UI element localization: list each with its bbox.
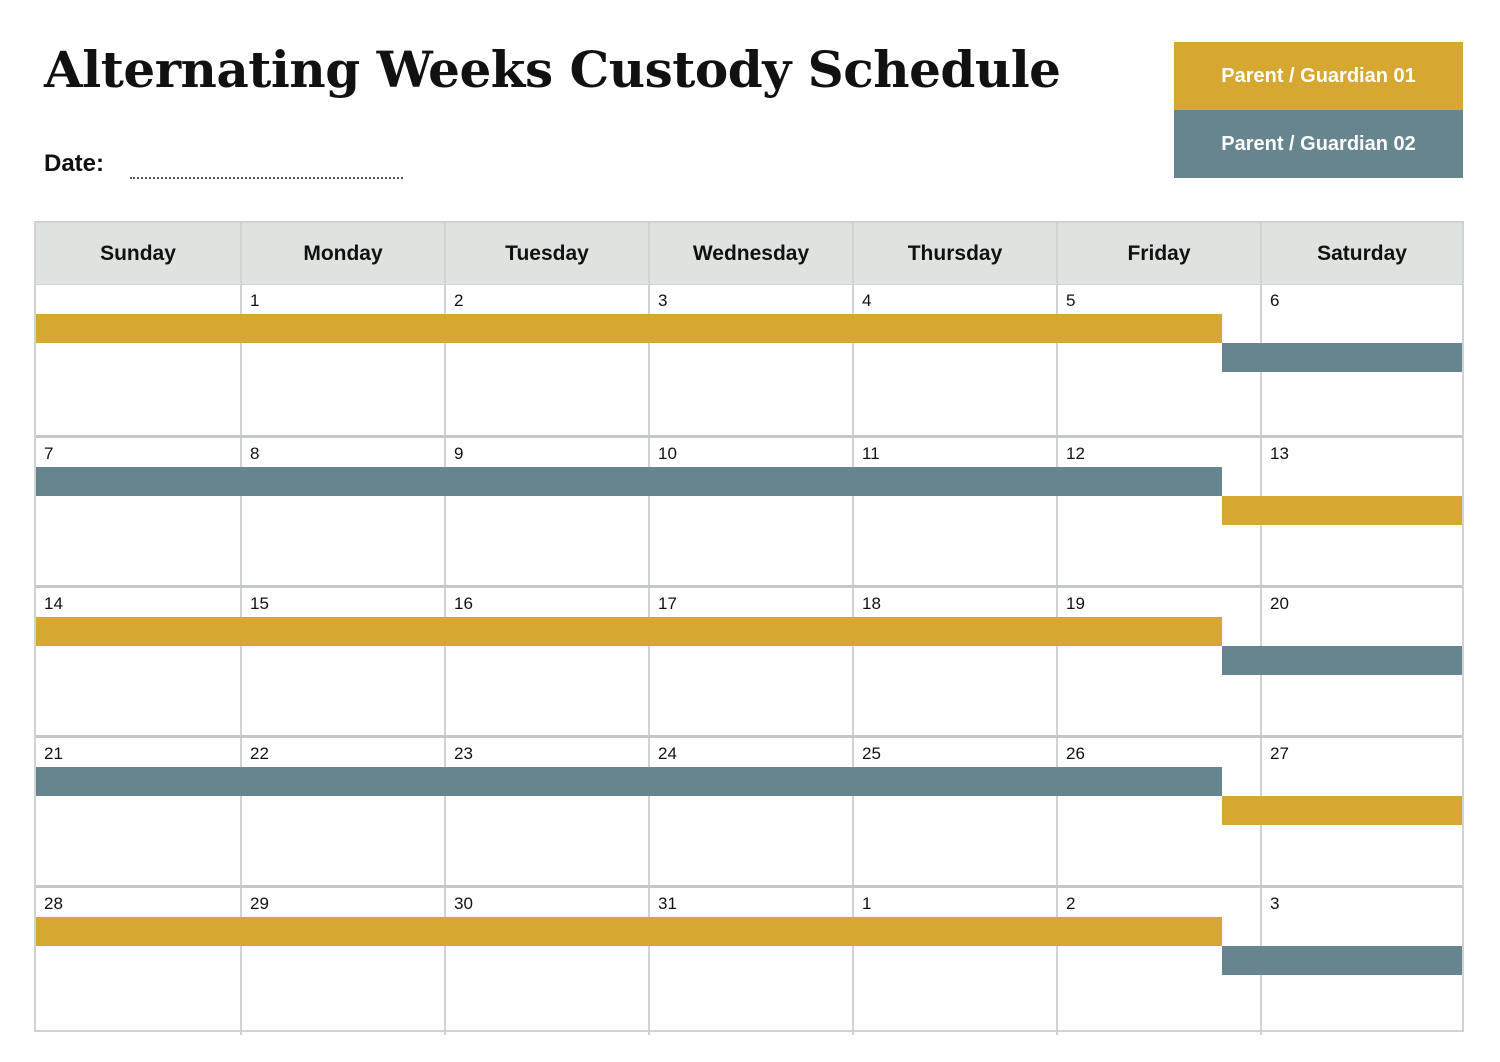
day-cell[interactable]	[444, 888, 648, 1035]
day-cell[interactable]	[444, 588, 648, 735]
day-number: 8	[250, 444, 260, 463]
weekday-header-tuesday: Tuesday	[444, 223, 648, 285]
day-number: 28	[44, 894, 63, 913]
legend	[1174, 42, 1463, 178]
day-number: 30	[454, 894, 473, 913]
day-number: 23	[454, 744, 473, 763]
day-cell[interactable]	[648, 588, 852, 735]
day-number: 22	[250, 744, 269, 763]
day-number: 24	[658, 744, 677, 763]
custody-bar-guardian-01	[36, 917, 1222, 946]
day-number: 1	[250, 291, 260, 310]
day-number: 2	[1066, 894, 1076, 913]
day-cell[interactable]	[240, 888, 444, 1035]
day-cell[interactable]	[648, 438, 852, 585]
day-number: 27	[1270, 744, 1289, 763]
day-cell[interactable]	[852, 438, 1056, 585]
legend-item-guardian-01: Parent / Guardian 01	[1174, 42, 1463, 110]
custody-bar-guardian-01	[1222, 496, 1462, 525]
day-number: 4	[862, 291, 872, 310]
weekday-header-saturday: Saturday	[1260, 223, 1462, 285]
day-number: 19	[1066, 594, 1085, 613]
custody-bar-guardian-01	[36, 314, 1222, 343]
day-cell[interactable]	[36, 888, 240, 1035]
day-number: 1	[862, 894, 872, 913]
day-cell[interactable]	[36, 285, 240, 435]
weekday-header-monday: Monday	[240, 223, 444, 285]
custody-bar-guardian-02	[1222, 646, 1462, 675]
day-number: 18	[862, 594, 881, 613]
day-cell[interactable]	[240, 738, 444, 885]
day-number: 20	[1270, 594, 1289, 613]
legend-item-guardian-02: Parent / Guardian 02	[1174, 110, 1463, 178]
day-cell[interactable]	[36, 438, 240, 585]
day-cell[interactable]	[648, 285, 852, 435]
weekday-header-sunday: Sunday	[100, 242, 176, 265]
date-label: Date:	[44, 150, 105, 177]
day-number: 2	[454, 291, 464, 310]
day-number: 16	[454, 594, 473, 613]
page-title: Alternating Weeks Custody Schedule	[44, 40, 1061, 99]
day-cell[interactable]	[444, 438, 648, 585]
day-number: 12	[1066, 444, 1085, 463]
day-cell[interactable]	[240, 285, 444, 435]
day-number: 5	[1066, 291, 1076, 310]
day-cell[interactable]	[852, 738, 1056, 885]
week-row	[36, 435, 1462, 585]
weekday-header-thursday: Thursday	[852, 223, 1056, 285]
day-number: 31	[658, 894, 677, 913]
day-number: 25	[862, 744, 881, 763]
week-row	[36, 285, 1462, 435]
day-cell[interactable]	[444, 738, 648, 885]
day-number: 14	[44, 594, 63, 613]
day-number: 15	[250, 594, 269, 613]
day-number: 26	[1066, 744, 1085, 763]
week-row	[36, 735, 1462, 885]
day-number: 7	[44, 444, 54, 463]
day-cell[interactable]	[852, 285, 1056, 435]
weekday-header-row	[36, 223, 1462, 285]
day-cell[interactable]	[36, 588, 240, 735]
weekday-header-wednesday: Wednesday	[648, 223, 852, 285]
day-number: 3	[658, 291, 668, 310]
day-number: 11	[862, 444, 880, 463]
day-number: 21	[44, 744, 63, 763]
day-number: 13	[1270, 444, 1289, 463]
day-cell[interactable]	[852, 588, 1056, 735]
weekday-header-friday: Friday	[1056, 223, 1260, 285]
calendar-grid	[34, 221, 1464, 1032]
day-cell[interactable]	[648, 738, 852, 885]
week-row	[36, 585, 1462, 735]
day-number: 10	[658, 444, 677, 463]
day-cell[interactable]	[36, 738, 240, 885]
day-cell[interactable]	[852, 888, 1056, 1035]
custody-bar-guardian-02	[1222, 946, 1462, 975]
day-number: 17	[658, 594, 677, 613]
day-number: 9	[454, 444, 464, 463]
day-number: 29	[250, 894, 269, 913]
day-cell[interactable]	[240, 588, 444, 735]
custody-bar-guardian-02	[36, 467, 1222, 496]
day-number: 6	[1270, 291, 1280, 310]
custody-bar-guardian-01	[36, 617, 1222, 646]
custody-bar-guardian-02	[1222, 343, 1462, 372]
custody-bar-guardian-02	[36, 767, 1222, 796]
custody-bar-guardian-01	[1222, 796, 1462, 825]
day-cell[interactable]	[240, 438, 444, 585]
week-row	[36, 885, 1462, 1035]
day-cell[interactable]	[648, 888, 852, 1035]
day-cell[interactable]	[444, 285, 648, 435]
day-number: 3	[1270, 894, 1280, 913]
date-field[interactable]	[130, 177, 403, 179]
